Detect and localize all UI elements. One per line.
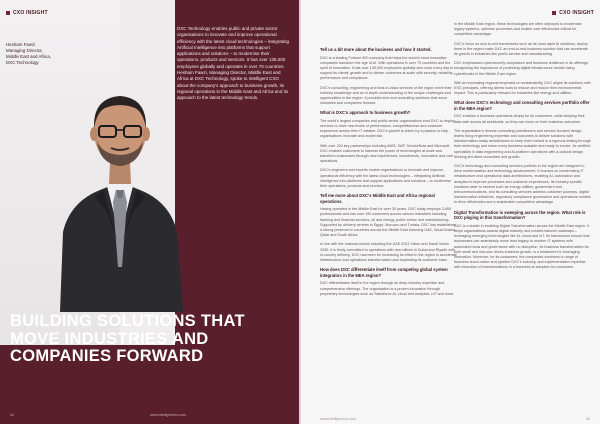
body-paragraph: DXC's consulting, engineering and best-in-class services of the region meet their industry knowledge and an in-depth understanding of the unique challenges and opportunities in the region. It provides tech and consulting solutions that move industries and companies forward. — [320, 85, 452, 106]
body-paragraph: The world's largest companies and public sector organisations trust DXC to deploy services to drive new levels of performance, competitiveness and customer experience across their IT estates. DXC's growth is driven by a passion to help organisations innovate and modernise. — [320, 118, 455, 139]
body-paragraph: DXC enables a business operations simply for its customers, while keeping their data safe across all workloads, so they can focus on their business outcomes. — [454, 114, 585, 124]
article-column-1 — [320, 46, 457, 301]
left-page — [0, 0, 299, 424]
article-column-2 — [454, 22, 591, 275]
section-tag-label: CXO INSIGHT — [559, 10, 594, 16]
body-paragraph: In the Middle East region, these technologies are often deployed to modernise legacy systems, optimise processes and enable core efficiencies critical for competitive advantage. — [454, 22, 582, 37]
left-page-number: 44 — [10, 413, 14, 417]
question-heading: Tell me more about DXC's Middle East and Africa regional operations. — [320, 193, 435, 204]
right-page-number: 45 — [586, 417, 590, 421]
question-heading: What does DXC's technology and consulting services portfolio offer in the MEA region? — [454, 100, 590, 111]
section-tag-left — [6, 10, 48, 16]
body-paragraph: DXC's focus on end-to-end frameworks such as its most rapid AI solutions, deploy them in the region make DXC an end-to-end business solution that can accelerate its growth in industries like public service and manufacturing. — [454, 41, 588, 57]
question-heading: What is DXC's approach to business growth? — [320, 110, 411, 116]
tag-square-icon — [552, 11, 556, 15]
section-tag-right — [552, 10, 594, 16]
left-footer — [10, 413, 290, 417]
body-paragraph: DXC's technology and consulting services portfolio in the region are designed to drive modernisation and technology advancement. It focuses on modernising IT infrastructure and operational data architectures, enabling AI, automation and analytics to improve processes and customer experiences. Its industry-specific solutions cater to sectors such as energy utilities, government and telecommunications, and its consulting services address customer journeys, digital transformation initiatives, regulatory compliance governance and operations models to drive efficiencies and a sustainable competitive advantage. — [454, 164, 591, 205]
person-title-1: Managing Director, — [6, 48, 43, 53]
article-headline: BUILDING SOLUTIONS THAT MOVE INDUSTRIES AND COMPANIES FORWARD — [10, 312, 245, 365]
question-heading: Tell us a bit more about the business and how it started. — [320, 47, 432, 52]
body-paragraph: With over 200 key partnerships including AWS, SAP, ServiceNow and Microsoft, DXC enables customers to harness the power of technologies at scale and transform businesses through new experiences, investments, innovation and core operations. — [320, 143, 454, 164]
tag-square-icon — [6, 11, 10, 15]
left-footer-url: www.intelligentcxo.com — [150, 413, 187, 417]
portrait-photo — [55, 62, 185, 312]
body-paragraph: Having operated in the Middle East for over 30 years, DXC today employs 3,600 professionals and has over 190 customers across various industries including banking and financial services, oil and energy, public sector and manufacturing. Supported by delivery centres in Egypt, Morocco and Tunisia, DXC has established a strong presence in countries across the Middle East including UAE, Saudi Arabia, Qatar and South Africa. — [320, 207, 456, 238]
body-paragraph: DXC is a leading Fortune 500 company that helps the world's most innovative companies transform the age of AI. With operations in over 70 countries and the spirit of innovation, it has over 135,000 employees globally who work every day to support its clients' growth and to deliver outcomes at scale with security, reliability, performance and compliance. — [320, 55, 454, 81]
body-paragraph: DXC differentiates itself in the region through its deep industry expertise and comprehensive offerings. The organisation is a proven innovation through proprietary technologies such as Salesforce AI, cloud and analytics, IoT and more. — [320, 281, 455, 296]
intro-paragraph: DXC Technology enables public and private sector organisations to innovate and improve operational efficiency with the latest cloud technologies – integrating Artificial Intelligence into platforms that support applications and solutions – to modernise their operations, products and services. It has over 135,000 employees globally and operates in over 70 countries. Hesham Fawzi, Managing Director, Middle East and Africa at DXC Technology, spoke to Intelligent CXO about the company's approach to business growth, its regional operations in the Middle East and Africa and its approach to the latest technology trends. — [177, 26, 289, 101]
person-title-2: Middle East and Africa, — [6, 54, 51, 59]
body-paragraph: DXC's engineers and experts enable organisations to innovate and improve operational efficiency with the latest cloud technologies – integrating Artificial Intelligence into platforms that support applications and solutions – to modernise their operations, products and services. — [320, 168, 451, 189]
body-paragraph: With an increasing regional emphasis on sustainability, DXC aligns its solutions with ESG principles, offering clients tools to reduce and reduce their environmental impact. This is particularly relevant for industries like energy and utilities. — [454, 80, 591, 96]
body-paragraph: DXC is a leader in enabling Digital Transformation across the Middle East region. It helps organisations assess digital maturity and creates tailored roadmaps – leveraging emerging technologies like AI, cloud and IoT. Its frameworks ensure that businesses can seamlessly move from legacy to modern IT systems with automated tools and governance with no disruption. Its business transformation for both small and mid-size drives business growth, is a testament for leveraging innovation. Moreover, for its customers, the companies combined a range of business cloud-native and pipeline DXC's industry, and implementation expertise with execution of transformations in a business at adoption for customers. — [454, 223, 590, 270]
section-tag-label: CXO INSIGHT — [13, 10, 48, 16]
body-paragraph: In line with the national visions including the UAE 2031 Vision and Saudi Vision 2030, it is firmly committed to operations with new offices in Dubai and Riyadh with in-country delivery, DXC has been for increasing its effect in the region to accelerate infrastructure and operations transformation and expanding its customer base. — [320, 242, 457, 263]
person-name: Hesham Fawzi — [6, 42, 36, 47]
person-title-3: DXC Technology — [6, 60, 39, 65]
right-footer-url: www.intelligentcxo.com — [320, 417, 357, 421]
body-paragraph: The organisation's diverse consulting practitioners and service-focused design teams bring engineering expertise and outcomes to deliver solutions with transformation-ready architectures to keep them locked in a rigorous testing through their technology and leave every business scalable and ready to evolve. Its certified specialists in data engineering and AI-platform operations with a cultural design thinking led client consultant and growth. — [454, 128, 591, 159]
question-heading: Digital Transformation is sweeping across the region. What role is DXC playing in this transformation? — [454, 209, 586, 221]
person-caption — [6, 42, 51, 66]
body-paragraph: DXC emphasises cybersecurity compliance and business resilience in its offerings, recognising the importance of protecting digital infrastructure amidst rising cyberthreats in the Middle East region. — [454, 61, 589, 76]
question-heading: How does DXC differentiate itself from competing global system integrators in the MEA region? — [320, 267, 448, 278]
